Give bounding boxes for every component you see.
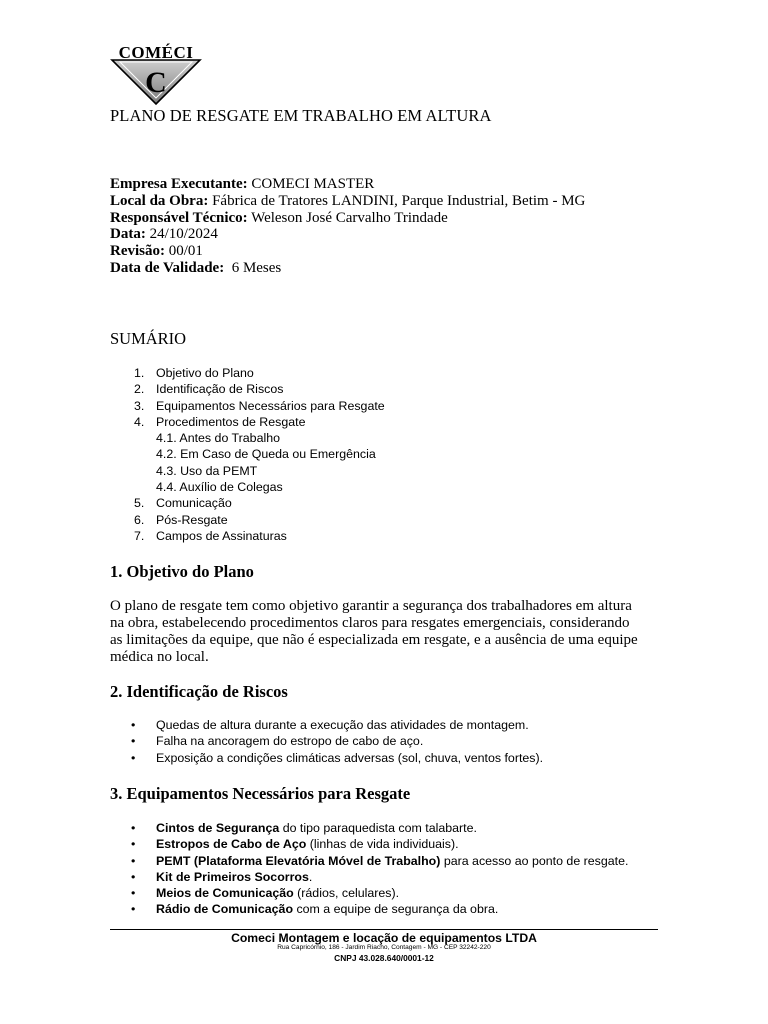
- logo-wordmark: COMÉCI: [118, 43, 194, 62]
- list-item-bold: Rádio de Comunicação: [156, 902, 294, 917]
- toc-item[interactable]: [0, 365, 768, 381]
- toc-subitem[interactable]: [0, 479, 768, 495]
- list-item: [0, 820, 768, 836]
- list-item: [0, 853, 768, 869]
- toc-label: Objetivo do Plano: [156, 366, 254, 380]
- list-item: [0, 836, 768, 852]
- bullet-icon: •: [131, 718, 136, 732]
- meta-empresa-value: COMECI MASTER: [247, 176, 375, 192]
- toc-item[interactable]: [0, 512, 768, 528]
- toc-label: Procedimentos de Resgate: [156, 414, 306, 429]
- meta-validade: [110, 260, 585, 277]
- list-item-rest: com a equipe de segurança da obra.: [293, 902, 499, 917]
- meta-responsavel-value: Weleson José Carvalho Trindade: [247, 209, 448, 226]
- bullet-icon: •: [131, 869, 136, 884]
- bullet-icon: •: [131, 821, 136, 835]
- list-item-bold: Meios de Comunicação: [156, 886, 294, 901]
- bullet-icon: •: [131, 734, 136, 749]
- toc-label: Comunicação: [156, 496, 232, 511]
- paragraph-line: as limitações da equipe, que não é especializada em resgate, e a ausência de uma equipe: [110, 632, 638, 648]
- meta-local-label: Local da Obra:: [110, 192, 209, 209]
- list-item-text: [156, 885, 399, 901]
- logo-letter: C: [145, 66, 167, 99]
- bullet-icon: •: [131, 902, 136, 917]
- document-title: PLANO DE RESGATE EM TRABALHO EM ALTURA: [110, 106, 492, 125]
- bullet-icon: •: [131, 750, 136, 765]
- list-item-rest: para acesso ao ponto de resgate.: [440, 853, 629, 868]
- toc-subitem[interactable]: [0, 463, 768, 479]
- meta-validade-value: 6 Meses: [224, 259, 282, 276]
- paragraph-line: médica no local.: [110, 649, 209, 665]
- toc-label: Pós-Resgate: [156, 512, 228, 527]
- meta-data-label: Data:: [110, 226, 146, 243]
- bullet-icon: •: [131, 837, 136, 852]
- list-item-text: Exposição a condições climáticas adversas (sol, chuva, ventos fortes).: [156, 750, 544, 765]
- risk-list: [0, 717, 768, 766]
- section-3-heading: 3. Equipamentos Necessários para Resgate: [110, 784, 411, 803]
- document-meta: [110, 176, 585, 277]
- section-1-heading: 1. Objetivo do Plano: [110, 562, 254, 581]
- toc-item[interactable]: [0, 528, 768, 544]
- section-1-paragraph: [110, 598, 670, 666]
- comeci-logo: [110, 40, 202, 106]
- toc-label: 4.3. Uso da PEMT: [156, 463, 258, 478]
- summary-heading: SUMÁRIO: [110, 329, 187, 348]
- meta-local-value: Fábrica de Tratores LANDINI, Parque Industrial, Betim - MG: [208, 192, 586, 209]
- bullet-icon: •: [131, 853, 136, 868]
- toc-number: 4.: [134, 414, 145, 429]
- toc-label: Equipamentos Necessários para Resgate: [156, 398, 385, 413]
- footer-cnpj: CNPJ 43.028.640/0001-12: [334, 953, 434, 963]
- list-item-text: Falha na ancoragem do estropo de cabo de aço.: [156, 734, 424, 749]
- list-item: [0, 717, 768, 733]
- toc-item[interactable]: [0, 414, 768, 430]
- list-item-text: [156, 853, 628, 869]
- toc-label: Campos de Assinaturas: [156, 528, 287, 543]
- footer-company: Comeci Montagem e locação de equipamentos LTDA: [231, 931, 537, 945]
- toc-subitem[interactable]: [0, 446, 768, 462]
- toc-label: Identificação de Riscos: [156, 382, 284, 397]
- list-item-text: [156, 836, 459, 852]
- table-of-contents: [0, 365, 768, 544]
- meta-data: [110, 226, 585, 243]
- meta-local: [110, 193, 585, 210]
- list-item-bold: Estropos de Cabo de Aço: [156, 837, 307, 852]
- meta-responsavel: [110, 210, 585, 227]
- paragraph-line: O plano de resgate tem como objetivo garantir a segurança dos trabalhadores em altura: [110, 598, 632, 614]
- meta-data-value: 24/10/2024: [145, 226, 218, 243]
- meta-revisao-value: 00/01: [165, 243, 203, 260]
- meta-empresa-label: Empresa Executante:: [110, 176, 248, 192]
- list-item-rest: do tipo paraquedista com talabarte.: [279, 821, 477, 835]
- toc-item[interactable]: [0, 398, 768, 414]
- list-item: [0, 901, 768, 917]
- section-2-heading: 2. Identificação de Riscos: [110, 682, 288, 701]
- list-item-text: [156, 820, 477, 836]
- list-item: [0, 750, 768, 766]
- toc-number: 1.: [134, 366, 145, 380]
- equipment-list: [0, 820, 768, 918]
- meta-validade-label: Data de Validade:: [110, 259, 225, 276]
- list-item-rest: .: [308, 869, 313, 884]
- list-item-bold: PEMT (Plataforma Elevatória Móvel de Trabalho): [156, 853, 441, 868]
- list-item: [0, 733, 768, 749]
- toc-number: 3.: [134, 398, 145, 413]
- toc-number: 6.: [134, 512, 145, 527]
- list-item-text: Quedas de altura durante a execução das atividades de montagem.: [156, 718, 529, 732]
- list-item-rest: (linhas de vida individuais).: [306, 837, 459, 852]
- list-item-text: [156, 869, 312, 885]
- meta-revisao-label: Revisão:: [110, 243, 165, 260]
- toc-label: 4.2. Em Caso de Queda ou Emergência: [156, 447, 376, 462]
- toc-number: 5.: [134, 496, 145, 511]
- footer-divider: [110, 929, 658, 930]
- meta-empresa: [110, 176, 585, 193]
- toc-number: 2.: [134, 382, 145, 397]
- list-item: [0, 869, 768, 885]
- list-item-text: [156, 901, 498, 917]
- toc-item[interactable]: [0, 381, 768, 397]
- list-item-bold: Kit de Primeiros Socorros: [156, 869, 309, 884]
- toc-label: 4.4. Auxílio de Colegas: [156, 480, 283, 495]
- list-item: [0, 885, 768, 901]
- toc-label: 4.1. Antes do Trabalho: [156, 431, 280, 446]
- toc-number: 7.: [134, 528, 145, 543]
- list-item-rest: (rádios, celulares).: [293, 886, 400, 901]
- toc-item[interactable]: [0, 495, 768, 511]
- footer-address: Rua Capricórnio, 186 - Jardim Riacho, Contagem - MG - CEP 32242-220: [277, 944, 491, 951]
- bullet-icon: •: [131, 886, 136, 901]
- toc-subitem[interactable]: [0, 430, 768, 446]
- meta-revisao: [110, 243, 585, 260]
- paragraph-line: na obra, estabelecendo procedimentos claros para resgates emergenciais, considerando: [110, 615, 630, 631]
- list-item-bold: Cintos de Segurança: [156, 821, 280, 835]
- meta-responsavel-label: Responsável Técnico:: [110, 209, 248, 226]
